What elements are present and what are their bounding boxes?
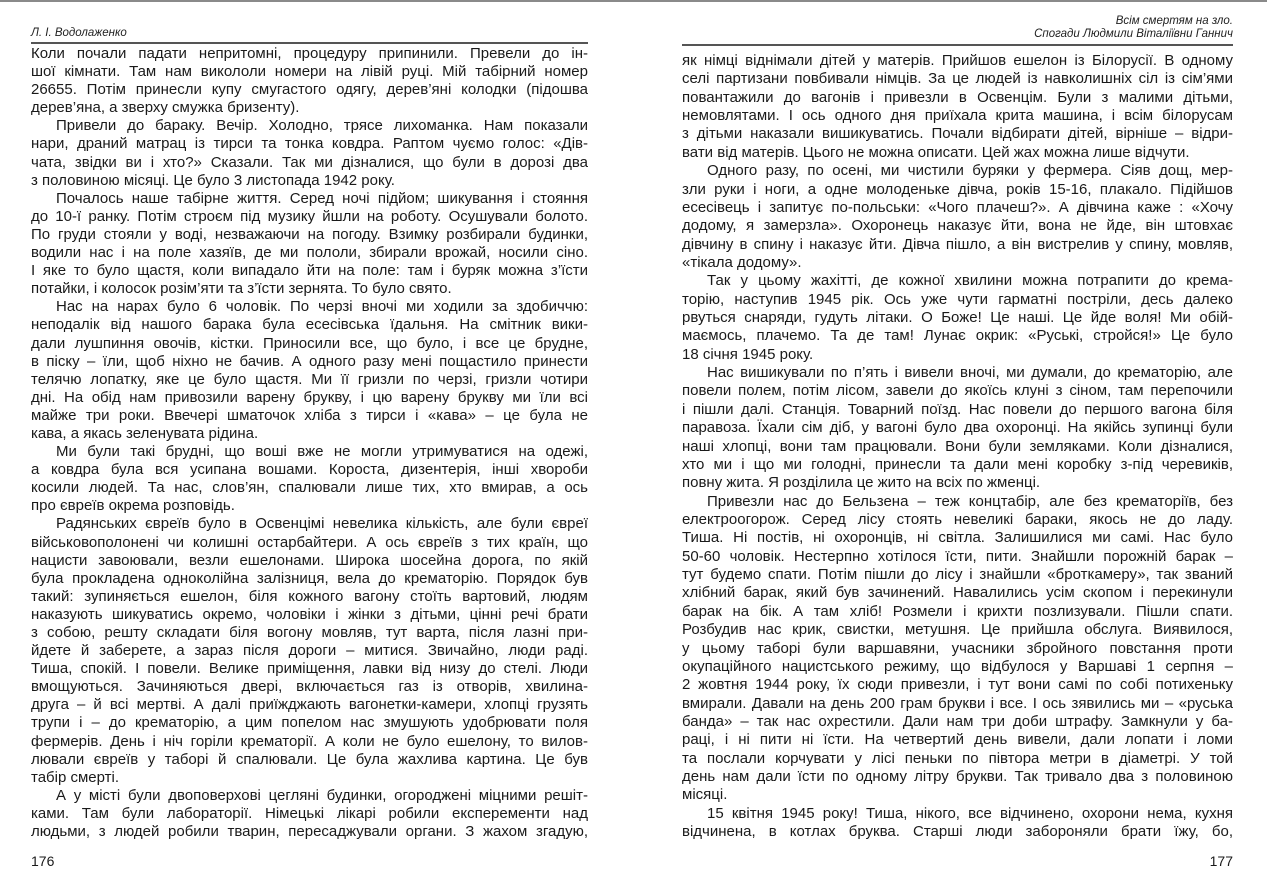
text-line: чата, звідки ви і хто?» Сказали. Так ми дізналися, що були в дорозі два [31,153,588,171]
text-line: фермерів. День і ніч горіли крематорії. А коли не було ешелону, то вилов- [31,732,588,750]
text-line: з собою, решту складати біля вогону мовляв, тут варта, після лазні при- [31,624,588,641]
text-line: а ковдра була вся усипана вошами. Короста, дизентерія, інші хвороби [31,461,588,479]
text-line: шої кімнати. Там нам викололи номери на лівій руці. Мій табірний номер [31,63,588,81]
text-line: Радянських євреїв було в Освенцімі невелика кількість, але були євреї [56,515,588,533]
paragraph [31,443,588,515]
text-line: хлібний барак, який був зачинений. Навалились усім скопом і перекинули [682,584,1233,602]
text-line: А у місті були двоповерхові цегляні будинки, огороджені міцними решіт- [56,786,588,804]
header-line: Всім смертям на зло. [1115,15,1233,27]
text-line: друга – й всі мертві. А далі приїжджають вагонетки-камери, хлопці грузять [31,696,588,714]
paragraph [31,45,588,117]
text-line: військовополонені чи колишні остарбайтери. А ось євреїв з тих країн, що [31,533,588,551]
text-line: та послали корчувати у лісі пеньки по півтора метри в діаметрі. У той [682,749,1233,767]
text-line: наказують шикуватись окремо, чоловіки і жінки з дітьми, цінні речі брати [31,605,588,623]
text-line: Так у цьому жахітті, де кожної хвилини можна потрапити до крема- [707,272,1233,290]
text-line: людьми, з людей робили тварин, пересаджували органи. З жахом згадую, [31,823,588,841]
text-line: водили нас і на поле хазяїв, де ми пололи, збирали врожай, носили сіно. [31,244,588,262]
text-line: косили людей. Та нас, слов’ян, спалювали лише тих, хто вмирав, а ось [31,479,588,497]
text-line: з половиною місяці. Це було 3 листопада 1942 року. [31,171,395,189]
text-line: тут будемо спати. Потім пішли до лісу і знайшли «броткамеру», так званий [682,566,1233,584]
text-line: вмощуються. Зачиняються двері, включається газ із отворів, хвилина- [31,678,588,696]
text-line: наші хлопці, вони там працювали. Вони були земляками. Коли дізналися, [682,437,1233,455]
text-line: хто ми і що ми голодні, принесли та дали мені коробку з-під черевиків, [682,455,1233,473]
text-line: Нас вишикували по п’ять і вивели вночі, ми думали, до крематорію, але [707,364,1233,382]
paragraph [31,515,588,786]
paragraph [682,52,1233,162]
right-page [682,0,1233,882]
text-line: барак на бік. А там хліб! Розмели і крихти позлизували. Пішли спати. [682,602,1233,620]
header-rule [31,42,588,44]
text-line: була прокладена одноколійна залізниця, вела до крематорію. Порядок був [31,569,588,587]
text-line: місяці. [682,786,728,804]
text-line: банда» – так нас охрестили. Дали нам три доби штрафу. Замкнули у ба- [682,712,1233,730]
text-line: маємось, плачемо. Та де там! Лунає окрик: «Руські, стройся!» Це було [682,327,1233,345]
page-number: 177 [1209,853,1233,869]
text-line: дерев’яна, а зверху смужка бризенту). [31,99,300,117]
text-line: до 10-ї ранку. Потім строєм під музику йшли на роботу. Осушували болото. [31,207,588,225]
page-body [682,52,1233,841]
paragraph [31,190,588,299]
text-line: 50-60 чоловік. Нестерпно хотілося їсти, пити. Знайшли порожній барак – [682,547,1233,565]
text-line: Привели до бараку. Вечір. Холодно, трясе лихоманка. Нам показали [56,117,588,135]
text-line: 26655. Потім принесли купу смугастого одягу, дерев’яні колодки (підошва [31,81,588,99]
text-line: телячю лопатку, яке це було щастя. Ми її гризли по черзі, гризли чотири [31,370,588,388]
text-line: рвуться снаряди, гудуть літаки. О Боже! Це наші. Це йде воля! Ми обій- [682,309,1233,327]
text-line: повну жита. Я розділила це жито на всіх по жменці. [682,474,1041,492]
text-line: 15 квітня 1945 року! Тиша, нікого, все відчинено, охорони нема, кухня [707,804,1233,822]
text-line: Розбудив нас крик, свистки, метушня. Це прийшла обслуга. Виявилося, [682,621,1233,639]
text-line: електроогорож. Серед лісу стоять невеликі бараки, якось не до ладу. [682,510,1233,528]
text-line: повантажили до вагонів і привезли в Освенцім. Були з малими дітьми, [682,88,1233,106]
text-line: Коли почали падати непритомні, процедуру припинили. Превели до ін- [31,45,588,62]
paragraph [682,364,1233,493]
paragraph [31,787,588,841]
paragraph [682,272,1233,364]
page-body [31,45,588,841]
text-line: 2 жовтня 1944 року, їх сюди привезли, і тут вони самі по собі потихеньку [682,676,1233,694]
text-line: Привезли нас до Бельзена – теж концтабір, але без крематоріїв, без [707,492,1233,510]
text-line: «тікала додому». [682,253,802,271]
text-line: вати від матерів. Цього не можна описати. Цей жах можна лише відчути. [682,143,1190,161]
paragraph [682,162,1233,272]
text-line: дали лушпиння овочів, кістки. Приносили все, що було, і все це брудне, [31,334,588,352]
text-line: повели полем, потім лісом, завели до якоїсь клуні з сіном, там перепочили [682,382,1233,400]
left-page [31,0,588,882]
text-line: раці, і ні пити ні їсти. На четвертий день вивели, дали лопати і ломи [682,731,1233,749]
text-line: нари, драний матрац із тирси та тонка ковдра. Раптом чуємо голос: «Дів- [31,135,588,153]
text-line: зли руки і ноги, а одне молоденьке дівча, років 15-16, плакало. Підійшов [682,180,1233,198]
text-line: лювали євреїв у таборі й спалювали. Це була жахлива картина. Це був [31,750,588,768]
text-line: По груди стояли у воді, незважаючи на погоду. Взимку розбирали будинки, [31,225,588,243]
text-line: неподалік від нашого барака була есесівська їдальня. На смітник вики- [31,316,588,334]
text-line: з дітьми наказали вишикуватись. Почали відбирати дітей, вірніше – відри- [682,125,1233,143]
text-line: вмирали. Давали на день 200 грам брукви і все. І ось зявились ми – «руська [682,694,1233,712]
page-number: 176 [31,853,55,869]
text-line: нацисти завоювали, везли ешелонами. Широка шосейна дорога, по якій [31,551,588,569]
text-line: в піску – їли, щоб ніхно не бачив. А одного разу мені пощастило принести [31,352,588,370]
text-line: кава, а якась зеленувата рідина. [31,424,259,442]
running-header-title [682,15,1233,40]
text-line: трупи і – до крематорію, а цим попелом нас змушують удобрювати поля [31,714,588,732]
text-line: табір смерті. [31,768,120,786]
text-line: Почалось наше табірне життя. Серед ночі підйом; шикування і стояння [56,189,588,207]
paragraph [31,298,588,443]
text-line: у цьому таборі були варшавяни, учасники збройного повстання проти [682,639,1233,657]
text-line: майже три роки. Ввечері шматочок хліба з тирси і «кава» – це була не [31,406,588,424]
header-line: Л. І. Водолаженко [31,27,127,39]
text-line: дні. На обід нам привозили варену брукву, і цю варену брукву ми їли всі [31,388,588,406]
text-line: торію, наступив 1945 рік. Ось уже чути гарматні постріли, десь далеко [682,290,1233,308]
text-line: як німці віднімали дітей у матерів. Прийшов ешелон із Білорусії. В одному [682,52,1233,69]
text-line: і пішли далі. Станція. Товарний поїзд. Нас повели до першого вагона біля [682,400,1233,418]
text-line: Нас на нарах було 6 чоловік. По черзі вночі ми ходили за здобиччю: [56,298,588,316]
running-header-author [31,27,588,40]
text-line: такий: зупиняється ешелон, біля кожного вагону стоїть вартовий, людям [31,587,588,605]
header-rule [682,44,1233,46]
text-line: потайки, і колосок розім’яти та з’їсти зернята. То було свято. [31,280,452,298]
text-line: немовлятами. І ось одного дня приїхала крита машина, і всім білорусам [682,107,1233,125]
text-line: додому, я замерзла». Охоронець наказує йти, вона не йде, він штовхає [682,217,1233,235]
text-line: ками. Там були лабораторії. Німецькі лікарі робили експеременти над [31,804,588,822]
paragraph [31,117,588,189]
text-line: Тиша, спокій. І повели. Велике приміщення, лавки від низу до стелі. Люди [31,660,588,678]
text-line: паравоза. Їхали сім діб, у вагоні було два охоронці. На якійсь зупинці були [682,419,1233,437]
text-line: селі партизани повбивали німців. За це людей із навколишніх сіл із сім’ями [682,70,1233,88]
header-line: Спогади Людмили Віталіївни Ганнич [1034,27,1233,40]
text-line: дівчину в спину і наказує йти. Дівча пішло, а він вистрелив у спину, мовляв, [682,235,1233,253]
text-line: йдете й заберете, а зараз після дороги – митися. Звичайно, люди раді. [31,642,588,660]
text-line: про євреїв окрема розповідь. [31,497,235,515]
text-line: Ми були такі брудні, що воші вже не могли утримуватися на одежі, [56,443,588,461]
text-line: окупаційного нацистського режиму, що відбулося у Варшаві 1 серпня – [682,657,1233,675]
text-line: Одного разу, по осені, ми чистили буряки у фермера. Сіяв дощ, мер- [707,162,1233,180]
text-line: 18 січня 1945 року. [682,345,814,363]
paragraph [682,805,1233,842]
text-line: есесівець і запитує по-польськи: «Чого плачеш?». А дівчина каже : «Хочу [682,198,1233,216]
text-line: день нам дали їсти по одному літру брукви. Так тривало два з половиною [682,768,1233,786]
text-line: І яке то було щастя, коли випадало йти на поле: там і буряк можна з’їсти [31,262,588,280]
paragraph [682,493,1233,805]
text-line: Тиша. Ні постів, ні охоронців, ні світла. Залишилися ми самі. Нас було [682,529,1233,547]
text-line: відчинена, в котлах бруква. Старші люди забороняли брати їжу, бо, [682,823,1233,841]
